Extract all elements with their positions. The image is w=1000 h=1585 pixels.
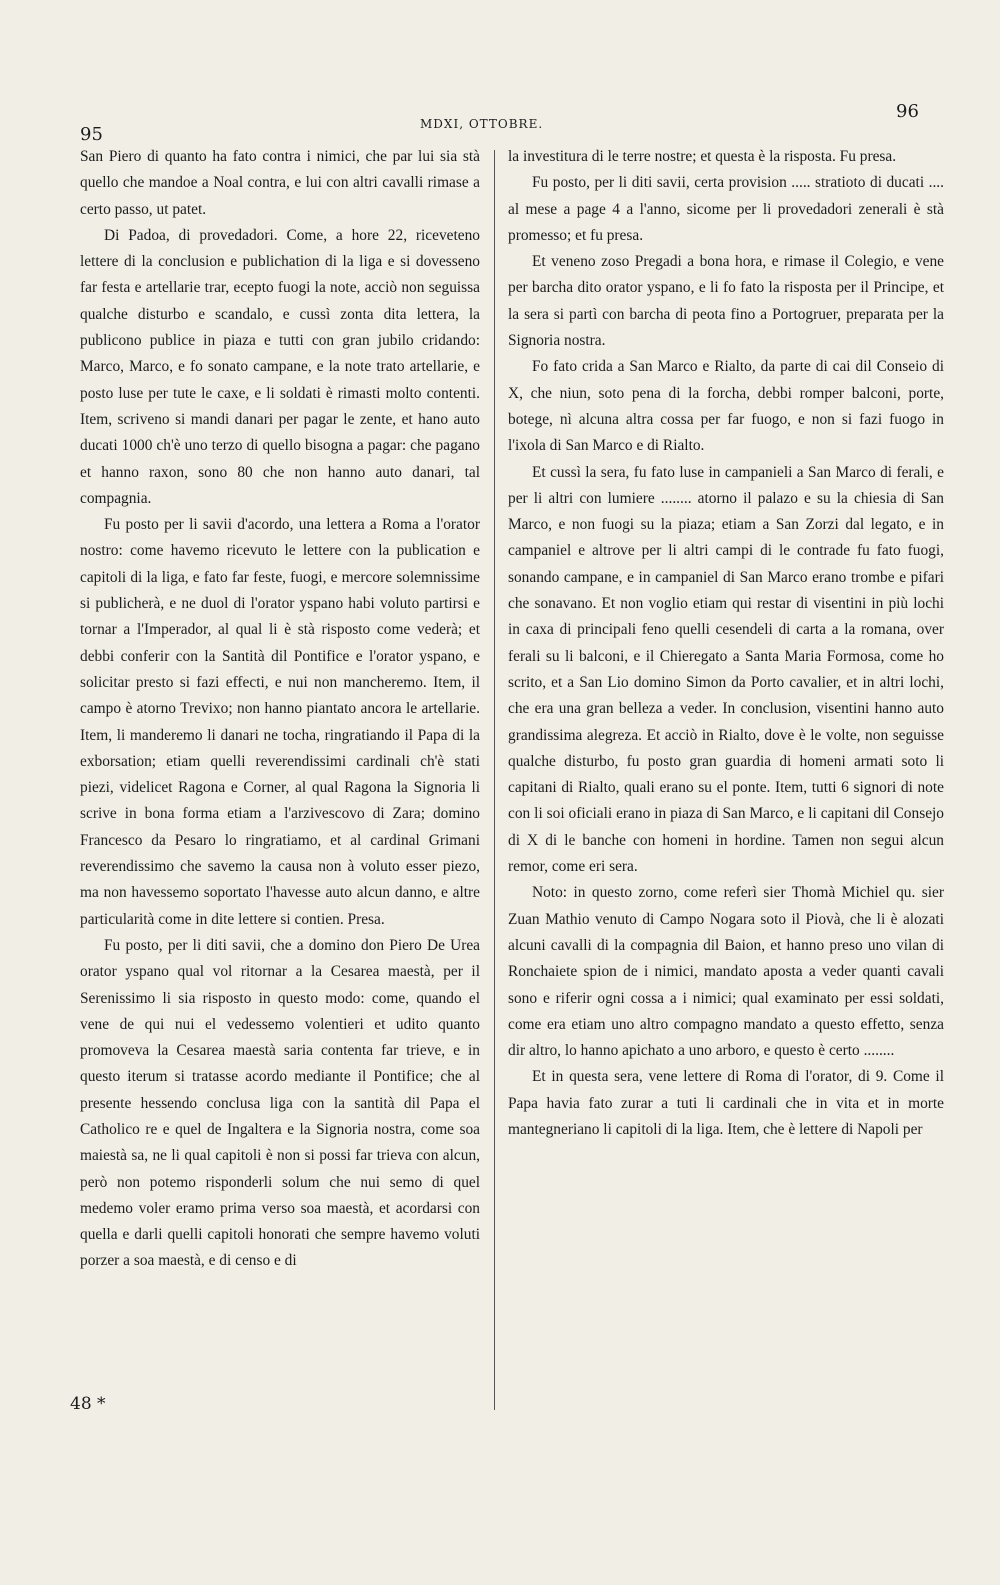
page-number-left: 95: [80, 124, 103, 145]
running-title: MDXI, OTTOBRE.: [420, 117, 544, 131]
page-number-right: 96: [896, 101, 919, 122]
column-divider: [494, 150, 495, 1410]
paragraph: Et cussì la sera, fu fato luse in campanieli a San Marco di ferali, e per li altri con lumiere ........ atorno il palazo e su la chiesia di San Marco, e non fuogi su la piaza; etiam a San Zorzi dal legato, e in campaniel e altrove per li altri campi di le contrade fu fato fuogi, sonando campane, e in campaniel di San Marco erano trombe e pifari che sonavano. Et non voglio etiam qui restar di visentini in più lochi in caxa di principali feno quelli cesendeli di carta a la romana, over ferali su li balconi, e il Chieregato a Santa Maria Formosa, come ho scrito, et a San Lio domino Simon da Porto cavalier, et in altri lochi, che era una gran belleza a veder. In conclusion, visentini hanno auto grandissima alegreza. Et acciò in Rialto, dove è le volte, non seguisse qualche disturbo, fu posto gran guardia di homeni armati soto li capitani di Rialto, quali erano su el ponte. Item, tutti 6 signori di note con li soi oficiali erano in piaza di San Marco, e li capitani dil Consejo di X di le banche con homeni in hordine. Tamen non segui alcun remor, come eri sera.: [508, 463, 944, 876]
paragraph: Fu posto, per li diti savii, certa provision ..... stratioto di ducati .... al mese a page 4 a l'anno, sicome per li provedadori zenerali è stà promesso; et fu presa.: [508, 174, 944, 244]
paragraph: la investitura di le terre nostre; et questa è la risposta. Fu presa.: [508, 148, 897, 165]
paragraph: Et veneno zoso Pregadi a bona hora, e rimase il Colegio, e vene per barcha dito orator yspano, e li fo fato la risposta per il Principe, et la sera si partì con barcha di peota fino a Portogruer, preparata per la Signoria nostra.: [508, 253, 944, 350]
signature-mark: 48 *: [70, 1394, 106, 1414]
paragraph: San Piero di quanto ha fato contra i nimici, che par lui sia stà quello che mandoe a Noal contra, e lui con altri cavalli rimase a certo passo, ut patet.: [80, 148, 480, 218]
paragraph: Fo fato crida a San Marco e Rialto, da parte di cai dil Conseio di X, che niun, soto pena di la forcha, debbi romper balconi, porte, botege, nì alcuna altra cossa per far fuogo, e non si fazi fuogo in l'ixola di San Marco e di Rialto.: [508, 358, 944, 455]
paragraph: Fu posto per li savii d'acordo, una lettera a Roma a l'orator nostro: come havemo ricevuto le lettere con la publication e capitoli di la liga, e fato far feste, fuogi, e mercore solemnissime si publicherà, e ne duol di l'orator yspano habi voluto partirsi e tornar a l'Imperador, al qual li è stà risposto come vederà; et debbi conferir con la Santità dil Pontifice e l'orator yspano, e solicitar presto si fazi effecti, e nui non mancheremo. Item, il campo è atorno Trevixo; non hanno piantato ancora le artellarie. Item, li manderemo li danari ne tocha, ringratiando il Papa di la exborsation; etiam quelli reverendissimi cardinali ch'è stati piezi, videlicet Ragona e Corner, al qual Ragona la Signoria li scrive in bona forma etiam a l'arzivescovo di Zara; domino Francesco da Pesaro lo ringratiamo, et al cardinal Grimani reverendissimo che savemo la causa non à voluto esser piezo, ma non havessemo soportato l'havesse auto alcun danno, e altre particularità come in dite lettere si contien. Presa.: [80, 516, 480, 928]
right-column: [508, 144, 944, 1143]
paragraph: Di Padoa, di provedadori. Come, a hore 22, riceveteno lettere di la conclusion e publichation di la liga e si dovesseno far festa e artellarie trar, ecepto fuogi la note, acciò non seguissa qualche disturbo e scandalo, e cussì zonta dita lettera, la publicono publice in piaza e tutti con gran jubilo cridando: Marco, Marco, e fo sonato campane, e la note trato artellarie, e posto luse per tute le caxe, e li soldati è rimasti molto contenti. Item, scriveno si mandi danari per pagar le zente, et hano auto ducati 1000 ch'è uno terzo di quello bisogna a pagar: che pagano et hanno raxon, sono 80 che non hanno auto danari, tal compagnia.: [80, 226, 480, 507]
left-column: [80, 144, 480, 1275]
paragraph: Fu posto, per li diti savii, che a domino don Piero De Urea orator yspano qual vol ritornar a la Cesarea maestà, per il Serenissimo li sia risposto in questo modo: come, quando el vene de qui nui el vedessemo volentieri et udito quanto promoveva la Cesarea maestà saria contenta far trieve, e in questo iterum si tratasse acordo mediante il Pontifice; che al presente hessendo conclusa liga con la santità dil Papa el Catholico re e quel de Ingaltera e la Signoria nostra, come soa maiestà sa, ne li qual capitoli è non si possi far trieva con alcun, però non potemo risponderli solum che nui semo di quel medemo voler eramo prima verso soa maestà, et acordarsi con quella e darli quelli capitoli honorati che sempre havemo voluti porzer a soa maestà, e di censo e di: [80, 936, 480, 1270]
paragraph: Noto: in questo zorno, come referì sier Thomà Michiel qu. sier Zuan Mathio venuto di Campo Nogara soto il Piovà, che li è alozati alcuni cavalli di la compagnia dil Baion, et hanno preso uno vilan di Ronchaiete spion de i nimici, mandato aposta a veder quanti cavali sono e riferir ogni cossa a i nimici; qual examinato per essi soldati, come era etiam uno altro compagno mandato a questo effetto, senza dir altro, lo hanno apichato a uno arboro, e questo è certo ........: [508, 884, 944, 1060]
paragraph: Et in questa sera, vene lettere di Roma di l'orator, di 9. Come il Papa havia fato zurar a tuti li cardinali che in vita et in morte mantegneriano li capitoli di la liga. Item, che è lettere di Napoli per: [508, 1068, 944, 1138]
